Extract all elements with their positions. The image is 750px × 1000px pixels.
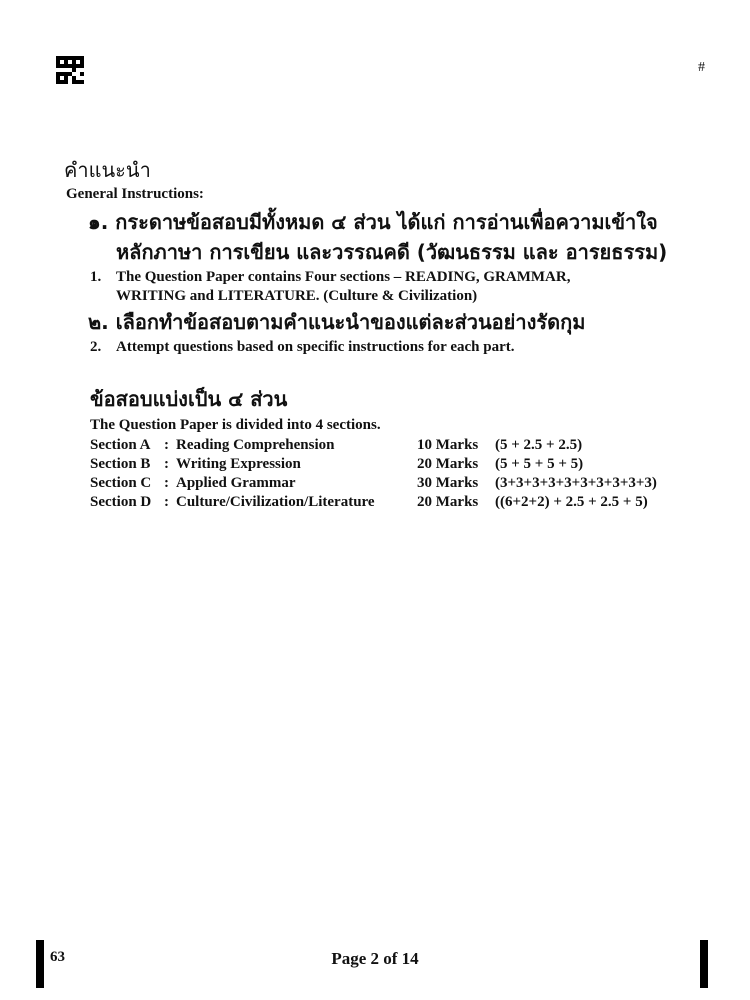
page-marker: #: [698, 60, 705, 75]
instruction-2-number: 2.: [90, 339, 102, 355]
instruction-2-thai: ๒. เลือกทำข้อสอบตามคำแนะนำของแต่ละส่วนอย่างรัดกุม: [88, 310, 586, 334]
instruction-2-english: Attempt questions based on specific instructions for each part.: [116, 339, 515, 355]
section-label: Section A: [90, 437, 151, 453]
section-label: Section C: [90, 475, 152, 491]
section-name: Applied Grammar: [176, 475, 296, 491]
qr-code-icon: [56, 56, 84, 84]
section-name: Reading Comprehension: [176, 437, 335, 453]
section-marks: 20 Marks: [417, 456, 479, 472]
section-breakdown: ((6+2+2) + 2.5 + 2.5 + 5): [495, 494, 648, 510]
section-marks: 10 Marks: [417, 437, 479, 453]
section-marks: 30 Marks: [417, 475, 479, 491]
section-name: Writing Expression: [176, 456, 301, 472]
thai-instructions-title: คำแนะนำ: [64, 158, 151, 182]
english-instructions-title: General Instructions:: [66, 186, 204, 202]
section-breakdown: (3+3+3+3+3+3+3+3+3+3): [495, 475, 657, 491]
section-marks: 20 Marks: [417, 494, 479, 510]
sections-intro: The Question Paper is divided into 4 sections.: [90, 417, 381, 433]
instruction-1-thai-line-2: หลักภาษา การเขียน และวรรณคดี (วัฒนธรรม และ อารยธรรม): [116, 240, 668, 264]
instruction-1-english-line-1: The Question Paper contains Four sections – READING, GRAMMAR,: [116, 269, 571, 285]
section-separator: :: [164, 456, 169, 472]
section-label: Section B: [90, 456, 151, 472]
page-number: Page 2 of 14: [331, 949, 419, 968]
section-separator: :: [164, 475, 169, 491]
section-label: Section D: [90, 494, 152, 510]
section-separator: :: [164, 437, 169, 453]
page-code: 63: [50, 949, 65, 965]
instruction-1-number: 1.: [90, 269, 102, 285]
instruction-1-thai-line-1: ๑. กระดาษข้อสอบมีทั้งหมด ๔ ส่วน ได้แก่ การอ่านเพื่อความเข้าใจ: [88, 210, 658, 234]
section-breakdown: (5 + 2.5 + 2.5): [495, 437, 583, 453]
section-name: Culture/Civilization/Literature: [176, 494, 375, 510]
thai-sections-title: ข้อสอบแบ่งเป็น ๔ ส่วน: [90, 387, 288, 411]
section-separator: :: [164, 494, 169, 510]
instruction-1-english-line-2: WRITING and LITERATURE. (Culture & Civilization): [116, 288, 478, 304]
section-breakdown: (5 + 5 + 5 + 5): [495, 456, 584, 472]
